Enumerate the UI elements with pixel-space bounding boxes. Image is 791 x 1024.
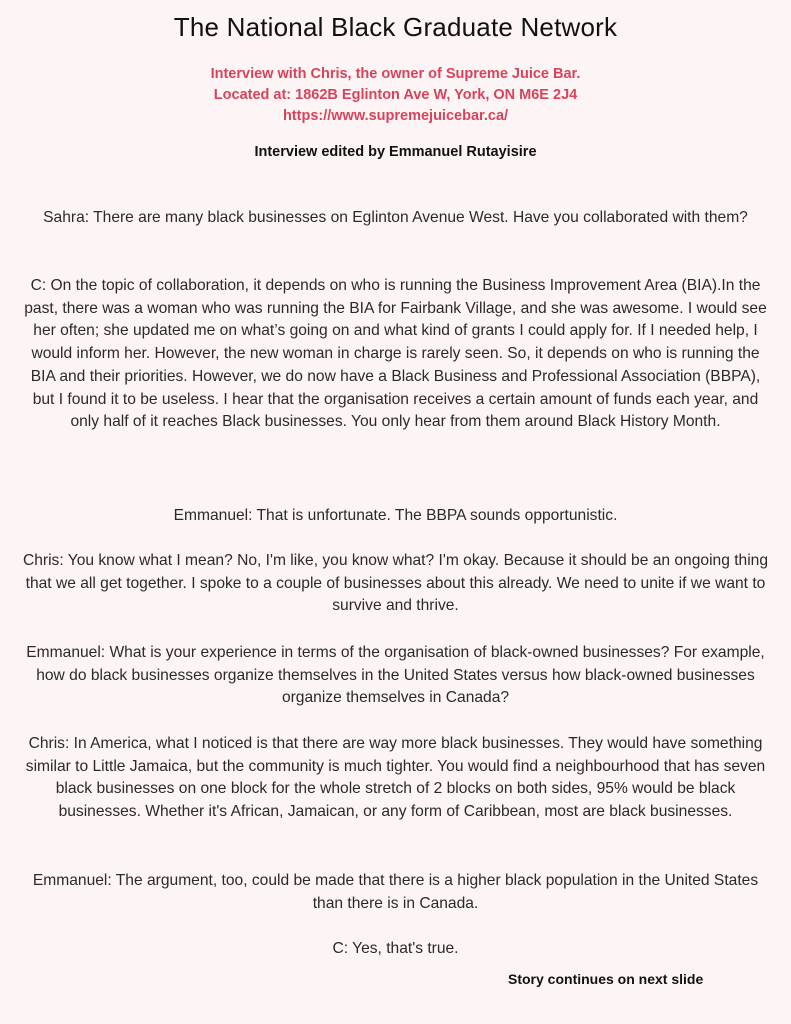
paragraph-sahra-question: Sahra: There are many black businesses on Eglinton Avenue West. Have you collaborated with them? bbox=[43, 209, 748, 226]
paragraph-emmanuel-bbpa: Emmanuel: That is unfortunate. The BBPA sounds opportunistic. bbox=[173, 507, 618, 524]
interview-subject: Interview with Chris, the owner of Supreme Juice Bar. bbox=[210, 66, 581, 82]
paragraph-chris-unite: Chris: You know what I mean? No, I'm like, you know what? I'm okay. Because it should be an ongoing thing that we all get together. I spoke to a couple of businesses about this already. We need to unite if we want to survive and thrive. bbox=[22, 552, 769, 615]
paragraph-chris-america: Chris: In America, what I noticed is that there are way more black businesses. They would have something similar to Little Jamaica, but the community is much tighter. You would find a neighbourhood that has seven black businesses on one block for the whole stretch of 2 blocks on both sides, 95% would be black businesses. Whether it's African, Jamaican, or any form of Caribbean, most are black businesses. bbox=[25, 735, 766, 821]
paragraph-chris-collaboration: C: On the topic of collaboration, it depends on who is running the Business Improvement Area (BIA).In the past, there was a woman who was running the BIA for Fairbank Village, and she was awesome. I would see her often; she updated me on what’s going on and what kind of grants I could apply for. If I needed help, I would inform her. However, the new woman in charge is rarely seen. So, it depends on who is running the BIA and their priorities. However, we do now have a Black Business and Professional Association (BBPA), but I found it to be useless. I hear that the organisation receives a certain amount of funds each year, and only half of it reaches Black businesses. You only hear from them around Black History Month. bbox=[24, 277, 767, 431]
continues-note: Story continues on next slide bbox=[508, 971, 704, 987]
paragraph-chris-agree: C: Yes, that's true. bbox=[332, 940, 459, 957]
location-address: Located at: 1862B Eglinton Ave W, York, ON M6E 2J4 bbox=[213, 87, 578, 103]
paragraph-emmanuel-population: Emmanuel: The argument, too, could be made that there is a higher black population in the United States than there is in Canada. bbox=[32, 872, 759, 912]
page-title: The National Black Graduate Network bbox=[173, 12, 618, 42]
editor-credit: Interview edited by Emmanuel Rutayisire bbox=[254, 144, 537, 160]
paragraph-emmanuel-question: Emmanuel: What is your experience in terms of the organisation of black-owned businesses? For example, how do black businesses organize themselves in the United States versus how black-owned businesses organize themselves in Canada? bbox=[26, 644, 765, 707]
website-link[interactable]: https://www.supremejuicebar.ca/ bbox=[282, 108, 509, 124]
